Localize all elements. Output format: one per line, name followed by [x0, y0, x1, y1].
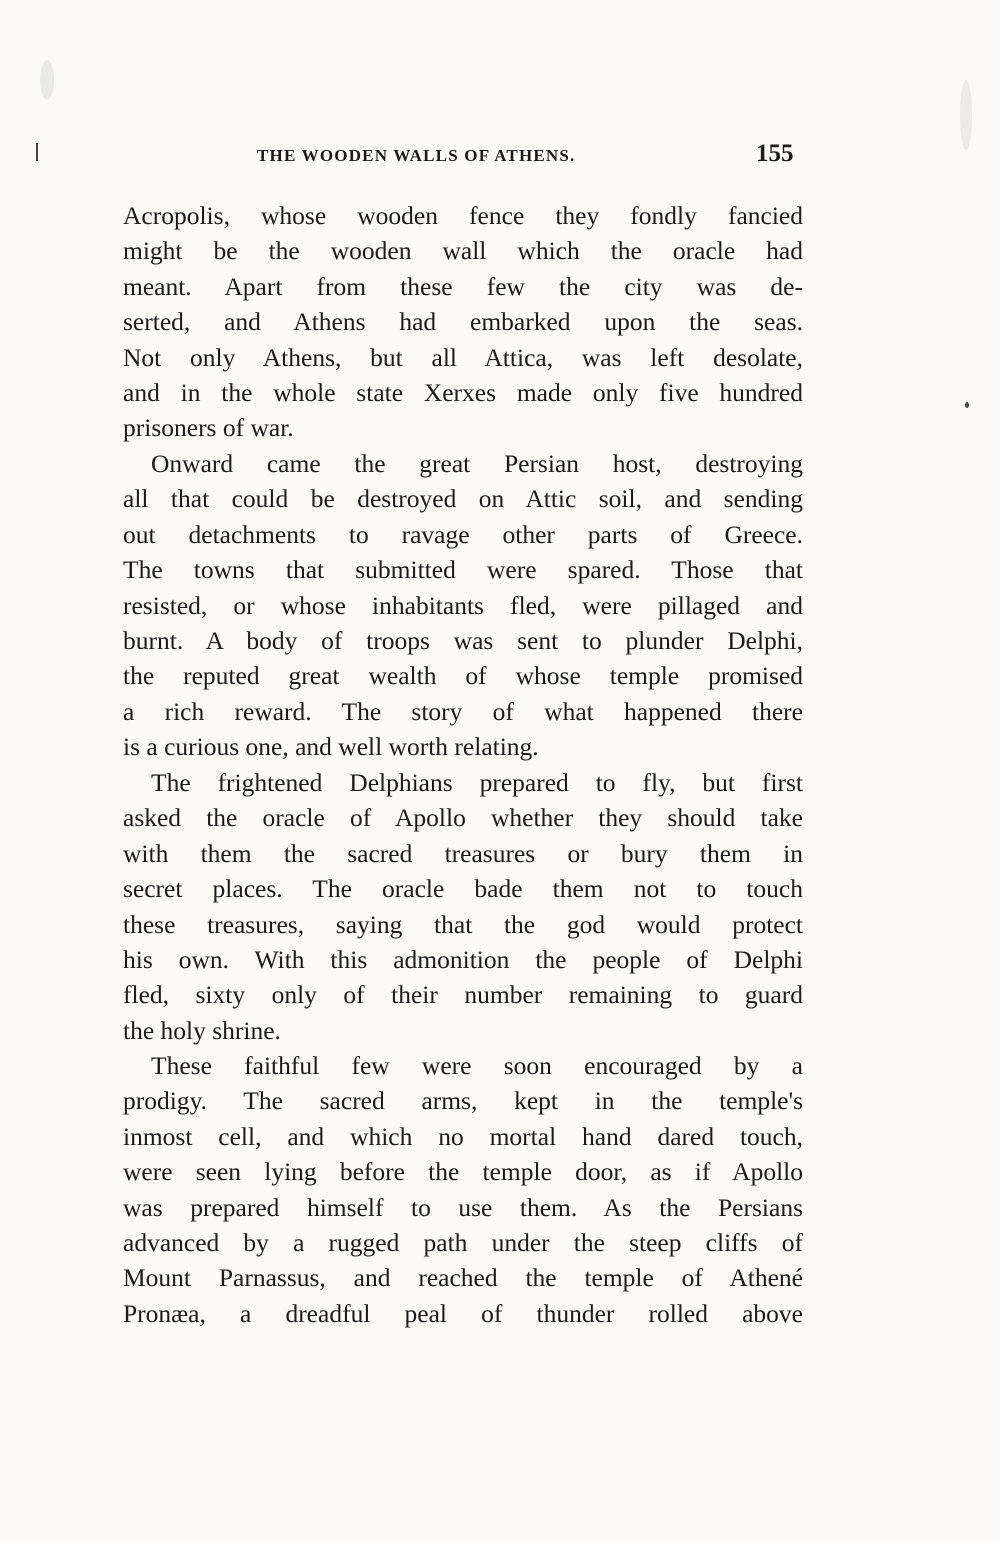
text-line: and in the whole state Xerxes made only five hundred — [123, 378, 803, 408]
paragraph-3 — [123, 765, 803, 1048]
text-line: advanced by a rugged path under the steep cliffs of — [123, 1228, 803, 1258]
text-line: The towns that submitted were spared. Those that — [123, 555, 803, 585]
text-line: Not only Athens, but all Attica, was left desolate, — [123, 342, 803, 372]
text-line: Mount Parnassus, and reached the temple of Athené — [123, 1263, 803, 1293]
text-line: with them the sacred treasures or bury them in — [123, 838, 803, 868]
text-line: these treasures, saying that the god would protect — [123, 909, 803, 939]
text-line: a rich reward. The story of what happened there — [123, 696, 803, 726]
text-line: prisoners of war. — [123, 413, 294, 443]
text-line: burnt. A body of troops was sent to plunder Delphi, — [123, 626, 803, 656]
text-line: his own. With this admonition the people of Delphi — [123, 945, 803, 975]
paragraph-1 — [123, 198, 803, 446]
text-line: The frightened Delphians prepared to fly, but first — [151, 768, 803, 797]
paper-speck — [40, 60, 54, 100]
text-line: the holy shrine. — [123, 1015, 281, 1045]
text-line: meant. Apart from these few the city was de- — [123, 271, 803, 301]
text-line: is a curious one, and well worth relating. — [123, 732, 539, 762]
paper-speck — [965, 402, 969, 408]
text-line: These faithful few were soon encouraged by a — [151, 1051, 803, 1080]
text-line: prodigy. The sacred arms, kept in the temple's — [123, 1086, 803, 1116]
running-head: THE WOODEN WALLS OF ATHENS. — [257, 146, 576, 165]
paragraph-2 — [123, 446, 803, 765]
text-line: fled, sixty only of their number remaining to guard — [123, 980, 803, 1010]
text-line: was prepared himself to use them. As the Persians — [123, 1192, 803, 1222]
text-line: the reputed great wealth of whose temple promised — [123, 661, 803, 691]
text-line: were seen lying before the temple door, as if Apollo — [123, 1157, 803, 1187]
text-line: all that could be destroyed on Attic soil, and sending — [123, 484, 803, 514]
text-line: Onward came the great Persian host, destroying — [151, 449, 803, 478]
text-line: serted, and Athens had embarked upon the seas. — [123, 307, 803, 337]
text-line: inmost cell, and which no mortal hand dared touch, — [123, 1121, 803, 1151]
text-line: out detachments to ravage other parts of Greece. — [123, 519, 803, 549]
page-number: 155 — [756, 140, 794, 167]
paragraph-4 — [123, 1048, 803, 1331]
margin-mark — [36, 143, 38, 161]
text-line: secret places. The oracle bade them not to touch — [123, 874, 803, 904]
text-line: might be the wooden wall which the oracle had — [123, 236, 803, 266]
text-line: Acropolis, whose wooden fence they fondly fancied — [123, 201, 803, 230]
text-line: asked the oracle of Apollo whether they should take — [123, 803, 803, 833]
text-line: Pronæa, a dreadful peal of thunder rolled above — [123, 1298, 803, 1328]
paper-speck — [960, 80, 972, 150]
text-line: resisted, or whose inhabitants fled, were pillaged and — [123, 590, 803, 620]
